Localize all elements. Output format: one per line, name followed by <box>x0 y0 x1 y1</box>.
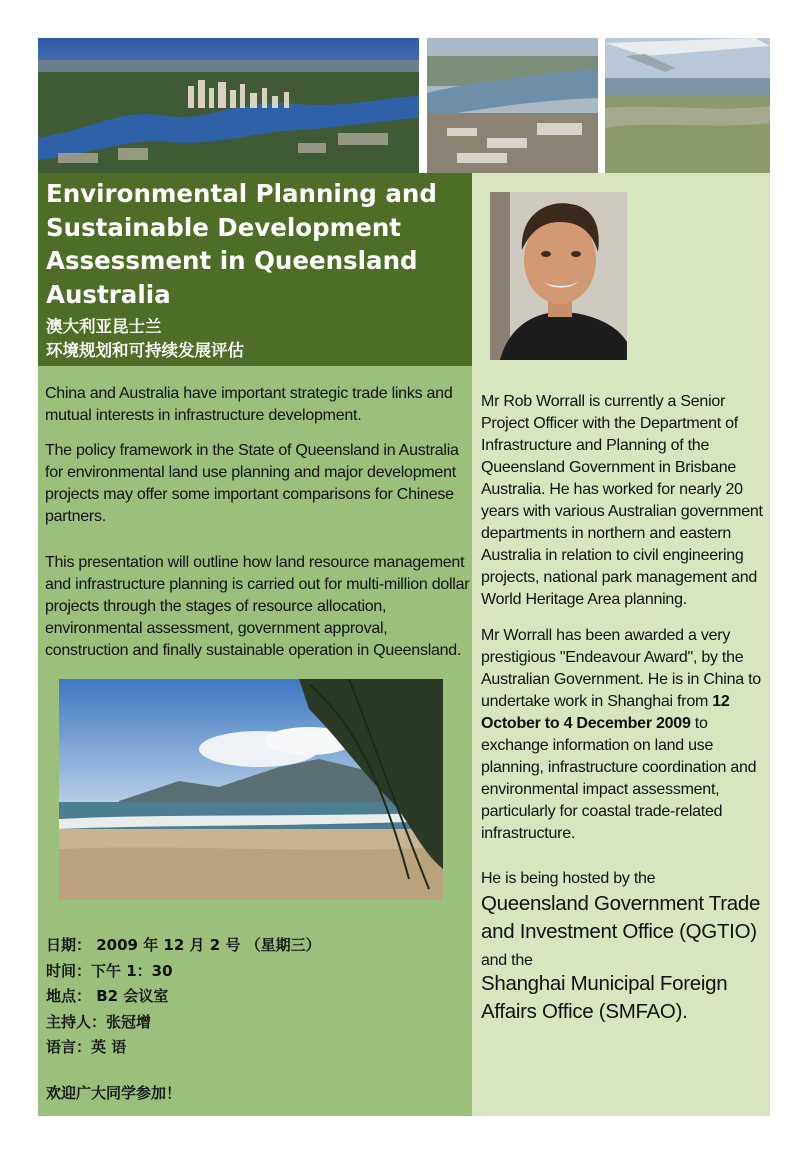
poster <box>38 38 770 1116</box>
bio-p2-text-start: Mr Worrall has been awarded a very prestigious "Endeavour Award", by the Australian Government. He is in China to undertake work in Shanghai from <box>481 627 761 710</box>
intro-paragraph-2: The policy framework in the State of Queensland in Australia for environmental land use planning and major development projects may offer some important comparisons for Chinese partners. <box>45 442 459 525</box>
visit-dates: 12 October to 4 December 2009 <box>481 693 730 732</box>
hosted-by-intro: He is being hosted by the <box>481 870 656 887</box>
smfao-line2: Affairs Office (SMFAO). <box>481 1000 688 1023</box>
intro-paragraph-1: China and Australia have important strategic trade links and mutual interests in infrastructure development. <box>45 385 453 424</box>
qgtio-line2: and Investment Office (QGTIO) <box>481 920 757 943</box>
welcome-message: 欢迎广大同学参加！ <box>46 1084 182 1102</box>
event-host: 主持人：张冠增 <box>46 1012 152 1031</box>
event-time: 时间：下午 1：30 <box>46 961 173 980</box>
brisbane-city-photo <box>38 38 419 173</box>
speaker-portrait-photo <box>490 192 627 360</box>
port-aerial-photo <box>427 38 598 173</box>
english-title: Environmental Planning and Sustainable Development Assessment in Queensland Australia <box>46 179 437 309</box>
event-details <box>46 933 456 1061</box>
chinese-title-line2: 环境规划和可持续发展评估 <box>46 341 244 360</box>
event-date: 日期： 2009 年 12 月 2 号 （星期三） <box>46 936 321 954</box>
beach-photo <box>59 679 443 900</box>
chinese-title-line1: 澳大利亚昆士兰 <box>46 317 162 336</box>
intro-paragraph-3: This presentation will outline how land resource management and infrastructure planning is carried out for multi-million dollar projects through the stages of resource allocation, environmental assessment, government approval, construction and finally sustainable operation in Queensland. <box>45 554 470 659</box>
host-organization-qgtio <box>481 890 760 946</box>
title-banner <box>38 173 472 366</box>
coastal-wetland-aerial-photo <box>605 38 770 173</box>
bio-p2-text-end: to exchange information on land use planning, infrastructure coordination and environmental impact assessment, particularly for coastal trade-related infrastructure. <box>481 715 757 842</box>
bio-paragraph-1: Mr Rob Worrall is currently a Senior Project Officer with the Department of Infrastructure and Planning of the Queensland Government in Brisbane Australia. He has worked for nearly 20 years with various Australian government departments in northern and eastern Australia in relation to civil engineering projects, national park management and World Heritage Area planning. <box>481 393 763 608</box>
host-organization-smfao <box>481 970 727 1026</box>
and-the-text: and the <box>481 952 533 969</box>
bio-paragraph-2 <box>481 625 767 845</box>
event-language: 语言：英 语 <box>46 1038 127 1056</box>
event-place: 地点： B2 会议室 <box>46 987 169 1005</box>
smfao-line1: Shanghai Municipal Foreign <box>481 972 728 995</box>
qgtio-line1: Queensland Government Trade <box>481 892 761 915</box>
